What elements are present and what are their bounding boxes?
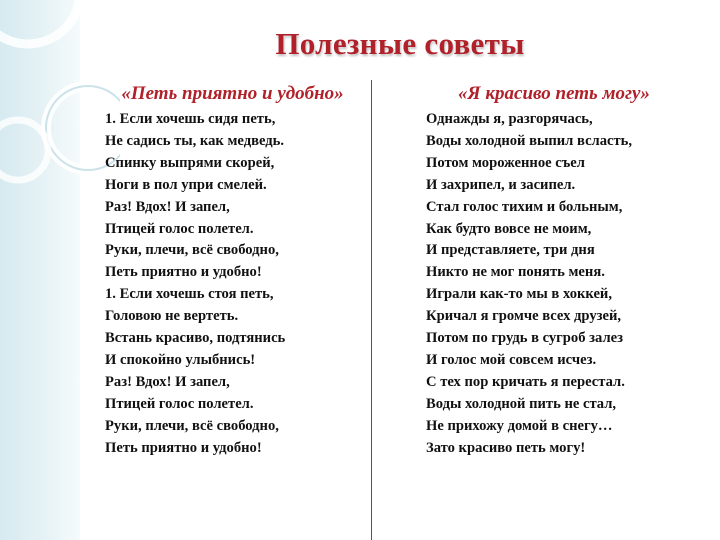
- left-poem-line: Не садись ты, как медведь.: [105, 132, 284, 149]
- right-heading: «Я красиво петь могу»: [458, 83, 650, 104]
- right-poem-line: Воды холодной пить не стал,: [426, 395, 617, 412]
- left-poem-line: Птицей голос полетел.: [105, 220, 254, 237]
- left-poem-line: Раз! Вдох! И запел,: [105, 198, 230, 215]
- left-poem-line: Встань красиво, подтянись: [105, 330, 286, 347]
- right-poem: [426, 109, 716, 460]
- right-poem-line: Играли как-то мы в хоккей,: [426, 286, 612, 303]
- right-poem-line: Воды холодной выпил всласть,: [426, 132, 633, 149]
- left-poem-line: Птицей голос полетел.: [105, 395, 254, 412]
- right-poem-line: С тех пор кричать я перестал.: [426, 373, 625, 390]
- right-poem-line: Потом по грудь в сугроб залез: [426, 330, 623, 347]
- left-column: [105, 80, 360, 460]
- left-poem-line: Руки, плечи, всё свободно,: [105, 242, 279, 259]
- right-poem-line: Как будто вовсе не моим,: [426, 220, 592, 237]
- right-poem-line: Потом мороженное съел: [426, 154, 585, 171]
- left-poem-line: Петь приятно и удобно!: [105, 439, 262, 456]
- left-poem-line: Раз! Вдох! И запел,: [105, 373, 230, 390]
- right-poem-line: Никто не мог понять меня.: [426, 264, 605, 281]
- left-poem-line: И спокойно улыбнись!: [105, 351, 256, 368]
- right-poem-line: Однажды я, разгорячась,: [426, 111, 593, 127]
- right-poem-line: Стал голос тихим и больным,: [426, 198, 623, 215]
- right-column: [426, 80, 716, 460]
- left-poem-line: Ноги в пол упри смелей.: [105, 176, 267, 193]
- left-poem-line: 1. Если хочешь сидя петь,: [105, 111, 276, 127]
- left-poem-line: Руки, плечи, всё свободно,: [105, 417, 279, 434]
- left-poem-line: Головою не вертеть.: [105, 308, 239, 325]
- right-poem-line: И захрипел, и засипел.: [426, 176, 576, 193]
- slide-title: Полезные советы: [275, 26, 525, 61]
- right-poem-line: И голос мой совсем исчез.: [426, 351, 597, 368]
- left-poem-line: Петь приятно и удобно!: [105, 264, 262, 281]
- left-poem: [105, 109, 360, 460]
- right-poem-line: И представляете, три дня: [426, 242, 595, 259]
- right-poem-line: Кричал я громче всех друзей,: [426, 308, 622, 325]
- right-poem-line: Не прихожу домой в снегу…: [426, 417, 613, 434]
- left-heading: «Петь приятно и удобно»: [121, 83, 344, 104]
- left-poem-line: Спинку выпрями скорей,: [105, 154, 275, 171]
- right-poem-line: Зато красиво петь могу!: [426, 439, 586, 456]
- left-poem-line: 1. Если хочешь стоя петь,: [105, 286, 274, 303]
- column-divider: [371, 80, 372, 540]
